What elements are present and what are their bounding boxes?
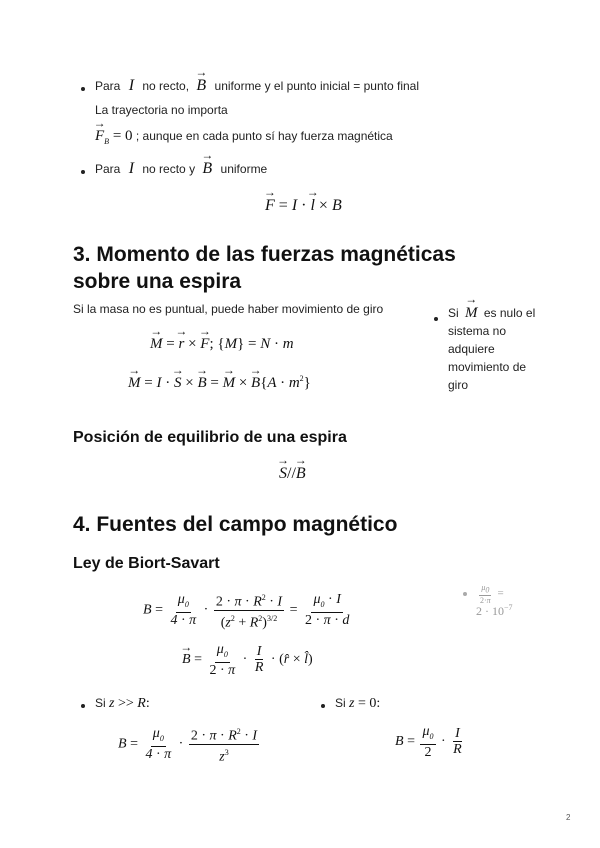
text: ; aunque en cada punto sí hay fuerza magnética xyxy=(135,129,393,143)
bullet-marker xyxy=(81,87,85,91)
page-number: 2 xyxy=(566,813,571,822)
case-far xyxy=(95,696,150,712)
text: Si xyxy=(95,696,106,710)
bullet-line-2 xyxy=(95,160,267,178)
equation-equilibrium: → S//→ B xyxy=(279,465,306,483)
equation-torque-1: → M = → r × → F; {M} = N · m xyxy=(150,336,294,353)
math-condition: z >> R: xyxy=(109,696,150,711)
text: uniforme y el punto inicial = punto final xyxy=(214,79,420,93)
text: uniforme xyxy=(220,162,268,176)
section-4-title: 4. Fuentes del campo magnético xyxy=(73,513,398,536)
trajectory-line: La trayectoria no importa xyxy=(95,103,228,117)
equation-force: → F = I · → l × B xyxy=(265,197,342,215)
math-fb-zero: → $F_B = 0$ xyxy=(95,128,133,144)
bullet-marker xyxy=(321,704,325,708)
text: Para xyxy=(95,162,121,176)
mu-zero-note: $\frac{\mu_0}{2\cdot\pi}$ = xyxy=(480,583,504,605)
text: Si xyxy=(335,696,346,710)
side-note xyxy=(448,304,538,394)
equation-biot-savart-2: → B = $\frac{\mu_0}{2 \cdot \pi}$ · $\frac{I}{R}$ · (r̂ × l̂) xyxy=(182,642,313,678)
text: es nulo el sistema no adquiere movimiento de giro xyxy=(448,306,536,392)
math-condition: z = 0: xyxy=(349,696,381,711)
text: no recto, xyxy=(142,79,190,93)
case-center xyxy=(335,696,380,712)
math-vector-b: → B xyxy=(196,77,206,95)
bullet-line-1 xyxy=(95,77,419,95)
bullet-marker xyxy=(81,704,85,708)
equation-biot-savart-1: B = $\frac{\mu_0}{4 \cdot \pi}$ · $\frac{2 \cdot \pi \cdot R^2 \cdot I}{(z^2 + R^2)^{3/2}}$ = $\frac{\mu_0 \cdot I}{2 \cdot \pi \cdot d}$ xyxy=(143,590,353,630)
equation-far-field: B = $\frac{\mu_0}{4 \cdot \pi}$ · $\frac{2 \cdot \pi \cdot R^2 \cdot I}{z^3}$ xyxy=(118,724,261,764)
text: Si xyxy=(448,306,459,320)
text: Para xyxy=(95,79,121,93)
text: no recto y xyxy=(142,162,196,176)
bullet-marker xyxy=(81,170,85,174)
force-zero-line xyxy=(95,128,393,146)
bullet-marker xyxy=(463,592,467,596)
equation-torque-2: → M = I · → S × → B = → M × → $B\{A \cdot m^2\}$ xyxy=(128,374,311,392)
math-symbol-i: I xyxy=(128,77,135,94)
section-3-intro: Si la masa no es puntual, puede haber movimiento de giro xyxy=(73,302,384,316)
bullet-marker xyxy=(434,317,438,321)
math-vector-m: → M xyxy=(465,304,478,322)
math-symbol-i: I xyxy=(128,160,135,177)
equation-center-field: B = $\frac{\mu_0}{2}$ · $\frac{I}{R}$ xyxy=(395,724,462,760)
equilibrium-subtitle: Posición de equilibrio de una espira xyxy=(73,429,347,446)
mu-zero-value: $2 \cdot 10^{-7}$ xyxy=(476,603,513,618)
biot-savart-subtitle: Ley de Biort-Savart xyxy=(73,555,220,572)
section-3-title: 3. Momento de las fuerzas magnéticas sobre una espira xyxy=(73,243,456,293)
math-vector-b: → B xyxy=(202,160,212,178)
